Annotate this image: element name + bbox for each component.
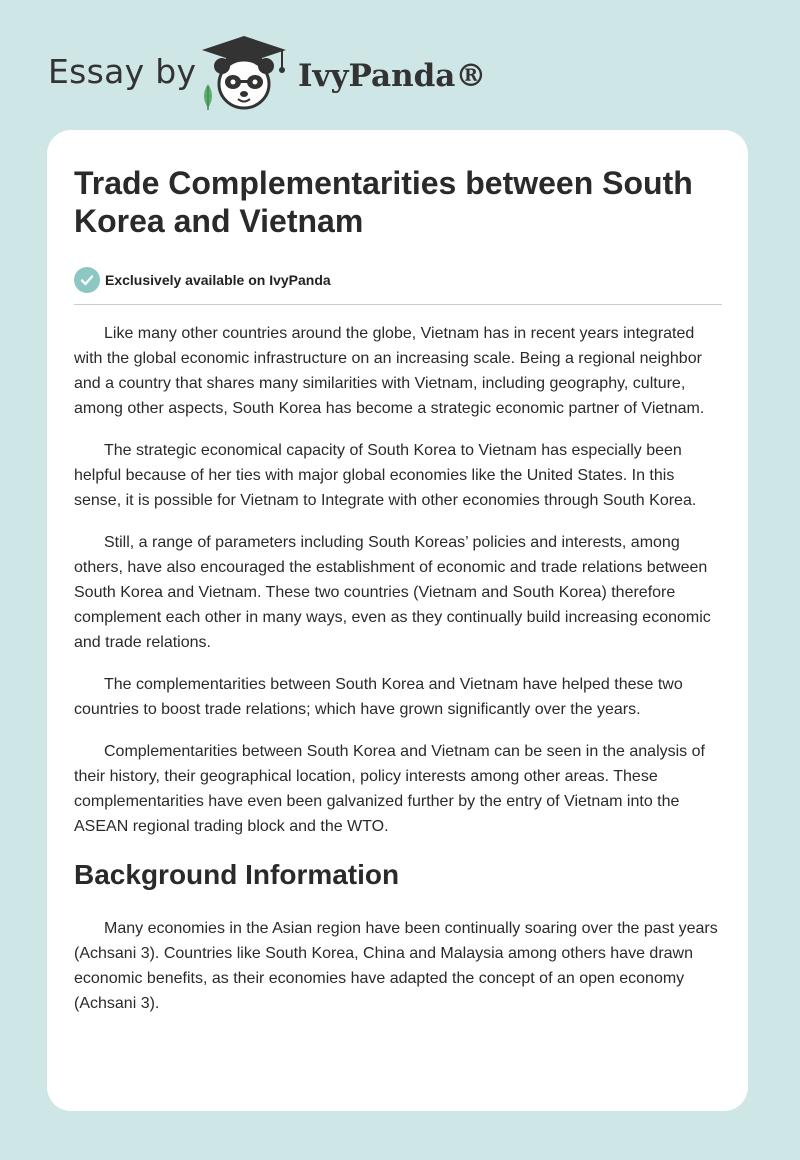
paragraph: The strategic economical capacity of South Korea to Vietnam has especially been helpful because of her ties with major global economies like the United States. In this sense, it is possible for Vietnam to Integrate with other economies through South Korea. [74,442,697,509]
panda-graduate-logo-icon [198,34,290,112]
paragraph: Like many other countries around the globe, Vietnam has in recent years integrated with the global economic infrastructure on an increasing scale. Being a regional neighbor and a country that shares many similarities with Vietnam, including geography, culture, among other aspects, South Korea has become a strategic economic partner of Vietnam. [74,325,705,417]
paragraph: Still, a range of parameters including South Koreas’ policies and interests, among others, have also encouraged the establishment of economic and trade relations between South Korea and Vietnam. These two countries (Vietnam and South Korea) therefore complement each other in many ways, even as they continually build increasing economic and trade relations. [74,534,711,651]
paragraph: Complementarities between South Korea and Vietnam can be seen in the analysis of their history, their geographical location, policy interests among other areas. These complementarities have even been galvanized further by the entry of Vietnam into the ASEAN regional trading block and the WTO. [74,743,705,835]
brand-name: IvyPanda® [298,58,487,94]
divider [74,304,722,305]
brand-header [48,30,487,110]
paragraph: Many economies in the Asian region have been continually soaring over the past years (Achsani 3). Countries like South Korea, China and Malaysia among others have drawn economic benefits, as their economies have adapted the concept of an open economy (Achsani 3). [74,920,718,1012]
brand-prefix: Essay by [48,52,197,91]
essay-content [74,164,724,1033]
badge-label: Exclusively available on IvyPanda [105,272,331,288]
essay-title: Trade Complementarities between South Korea and Vietnam [74,165,693,239]
checkmark-icon [74,267,100,293]
section-heading: Background Information [74,859,400,890]
paragraph: The complementarities between South Korea and Vietnam have helped these two countries to boost trade relations; which have grown significantly over the years. [74,676,683,718]
essay-card [47,130,748,1111]
exclusive-badge [74,266,724,294]
essay-body [74,321,724,1016]
